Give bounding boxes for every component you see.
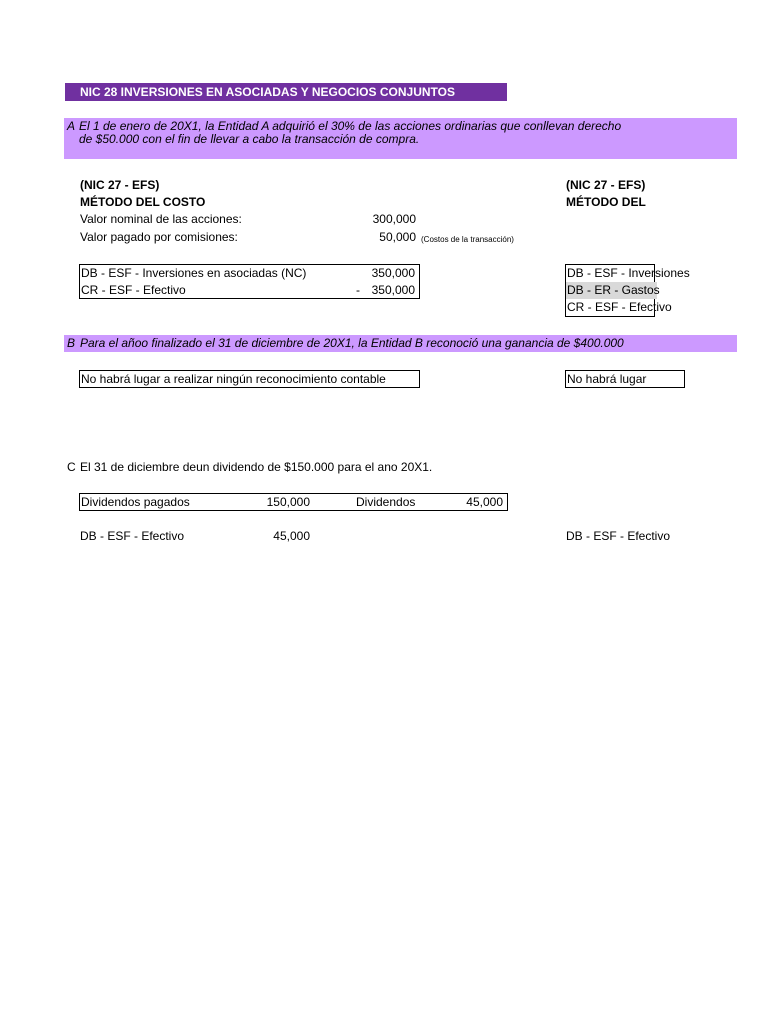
journal-amount: 350,000 bbox=[371, 266, 415, 280]
right-column bbox=[565, 170, 690, 320]
left-journal-box bbox=[79, 264, 420, 299]
dividends-box bbox=[79, 493, 508, 511]
right-journal-row: CR - ESF - Efectivo bbox=[567, 300, 672, 314]
left-heading-nic27: (NIC 27 - EFS) bbox=[80, 178, 160, 192]
right-heading-metodo: MÉTODO DEL bbox=[566, 195, 646, 209]
section-b-text: Para el añoo finalizado el 31 de diciembre de 20X1, la Entidad B reconoció una ganancia de $400.000 bbox=[80, 336, 624, 350]
section-b-band bbox=[64, 335, 737, 352]
section-c-letter: C bbox=[67, 460, 76, 474]
section-a-band bbox=[64, 118, 737, 159]
nominal-label: Valor nominal de las acciones: bbox=[80, 212, 242, 226]
right-no-recognition: No habrá lugar bbox=[565, 370, 685, 388]
section-a-line2: de $50.000 con el fin de llevar a cabo la transacción de compra. bbox=[79, 132, 420, 146]
c-entry-label: DB - ESF - Efectivo bbox=[80, 529, 185, 543]
section-a-line1: El 1 de enero de 20X1, la Entidad A adquirió el 30% de las acciones ordinarias que conllevan derecho bbox=[79, 119, 622, 133]
right-journal-row: DB - ER - Gastos bbox=[567, 283, 660, 297]
dividends-label: Dividendos bbox=[356, 495, 416, 509]
right-heading-nic27: (NIC 27 - EFS) bbox=[566, 178, 646, 192]
comision-value: 50,000 bbox=[379, 230, 416, 244]
nominal-value: 300,000 bbox=[372, 212, 416, 226]
section-b-clip bbox=[80, 335, 642, 352]
dividends-paid-label: Dividendos pagados bbox=[81, 495, 190, 509]
c-entry-value: 45,000 bbox=[273, 529, 310, 543]
journal-account: DB - ESF - Inversiones en asociadas (NC) bbox=[81, 266, 307, 280]
right-c-entry: DB - ESF - Efectivo bbox=[566, 529, 671, 543]
comision-note: (Costos de la transacción) bbox=[421, 235, 514, 244]
comision-label: Valor pagado por comisiones: bbox=[80, 230, 238, 244]
section-a-text bbox=[79, 118, 642, 159]
journal-account: CR - ESF - Efectivo bbox=[81, 283, 186, 297]
section-b-letter: B bbox=[67, 336, 76, 350]
section-a-letter: A bbox=[67, 119, 76, 133]
journal-amount: 350,000 bbox=[371, 283, 415, 297]
dividends-value: 45,000 bbox=[466, 495, 503, 509]
right-no-recognition-clip bbox=[565, 370, 647, 388]
dividends-paid-value: 150,000 bbox=[266, 495, 310, 509]
page-title: NIC 28 INVERSIONES EN ASOCIADAS Y NEGOCIOS CONJUNTOS bbox=[65, 83, 507, 101]
right-journal-box bbox=[565, 264, 690, 317]
journal-sign: - bbox=[356, 283, 360, 297]
left-heading-metodo: MÉTODO DEL COSTO bbox=[80, 195, 206, 209]
section-c-text: El 31 de diciembre deun dividendo de $150.000 para el ano 20X1. bbox=[80, 460, 433, 474]
left-no-recognition: No habrá lugar a realizar ningún reconocimiento contable bbox=[79, 370, 420, 388]
right-c-entry-clip bbox=[566, 529, 671, 546]
right-journal-row: DB - ESF - Inversiones bbox=[567, 266, 690, 280]
